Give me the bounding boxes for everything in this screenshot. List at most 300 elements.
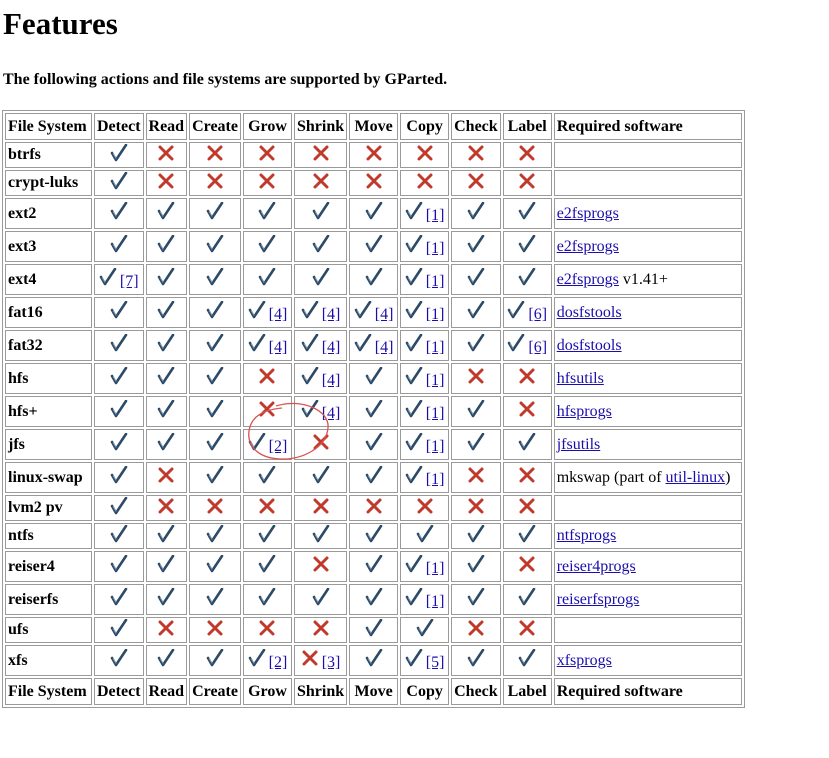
footnote-link[interactable]: [7]	[119, 273, 139, 290]
support-cell	[294, 645, 347, 676]
check-icon	[157, 301, 175, 319]
support-cell	[294, 170, 347, 196]
support-cell	[503, 551, 552, 582]
support-cell	[503, 617, 552, 643]
footnote-link[interactable]: [2]	[268, 438, 288, 455]
required-software	[554, 462, 742, 493]
support-cell	[451, 584, 501, 615]
support-cell	[189, 523, 241, 549]
check-icon	[365, 235, 383, 253]
check-icon	[467, 588, 485, 606]
support-cell	[503, 231, 552, 262]
check-icon	[301, 334, 319, 352]
check-icon	[258, 268, 276, 286]
support-cell	[400, 363, 449, 394]
footnote-link[interactable]: [4]	[374, 306, 394, 323]
footer-col-create: Create	[189, 678, 241, 705]
software-link[interactable]: jfsutils	[556, 435, 601, 453]
support-cell	[451, 198, 501, 229]
footnote-link[interactable]: [6]	[528, 339, 548, 356]
check-icon	[110, 525, 128, 543]
footnote-link[interactable]: [4]	[321, 372, 341, 389]
support-cell	[294, 396, 347, 427]
check-icon	[258, 202, 276, 220]
footnote-link[interactable]: [4]	[268, 339, 288, 356]
support-cell	[294, 264, 347, 295]
check-icon	[157, 268, 175, 286]
support-cell	[349, 462, 398, 493]
support-cell	[94, 231, 144, 262]
support-cell	[400, 396, 449, 427]
footnote-link[interactable]: [1]	[425, 560, 445, 577]
support-cell	[94, 551, 144, 582]
footnote-link[interactable]: [1]	[425, 593, 445, 610]
cross-icon	[258, 367, 276, 385]
support-cell	[451, 429, 501, 460]
support-cell	[146, 198, 188, 229]
support-cell	[349, 429, 398, 460]
software-link[interactable]: e2fsprogs	[556, 270, 619, 288]
check-icon	[467, 268, 485, 286]
intro-text: The following actions and file systems are supported by GParted.	[3, 71, 448, 88]
check-icon	[110, 649, 128, 667]
support-cell	[243, 170, 292, 196]
footnote-link[interactable]: [1]	[425, 306, 445, 323]
required-software	[554, 396, 742, 427]
check-icon	[258, 588, 276, 606]
check-icon	[467, 235, 485, 253]
filesystem-name: ext2	[5, 198, 92, 229]
table-row	[5, 198, 742, 229]
support-cell	[94, 495, 144, 521]
check-icon	[467, 525, 485, 543]
support-cell	[400, 495, 449, 521]
support-cell	[349, 645, 398, 676]
support-cell	[146, 142, 188, 168]
table-row	[5, 584, 742, 615]
check-icon	[110, 172, 128, 190]
software-link[interactable]: hfsprogs	[556, 402, 612, 420]
check-icon	[206, 525, 224, 543]
table-row	[5, 495, 742, 521]
support-cell	[189, 198, 241, 229]
required-software	[554, 170, 742, 196]
support-cell	[189, 231, 241, 262]
check-icon	[99, 268, 117, 286]
table-row	[5, 462, 742, 493]
cross-icon	[518, 400, 536, 418]
support-cell	[503, 462, 552, 493]
check-icon	[405, 649, 423, 667]
support-cell	[451, 462, 501, 493]
software-link[interactable]: dosfstools	[556, 336, 622, 354]
software-link[interactable]: hfsutils	[556, 369, 604, 387]
check-icon	[157, 649, 175, 667]
support-cell	[243, 645, 292, 676]
check-icon	[110, 202, 128, 220]
support-cell	[349, 584, 398, 615]
check-icon	[467, 400, 485, 418]
cross-icon	[258, 619, 276, 637]
footnote-link[interactable]: [1]	[425, 438, 445, 455]
check-icon	[405, 301, 423, 319]
support-cell	[349, 170, 398, 196]
check-icon	[157, 400, 175, 418]
footnote-link[interactable]: [1]	[425, 207, 445, 224]
header-col-grow: Grow	[243, 113, 292, 140]
check-icon	[405, 555, 423, 573]
software-link[interactable]: util-linux	[665, 468, 726, 486]
header-col-file-system: File System	[5, 113, 92, 140]
table-row	[5, 617, 742, 643]
support-cell	[94, 462, 144, 493]
support-cell	[243, 429, 292, 460]
filesystem-name: ext3	[5, 231, 92, 262]
cross-icon	[365, 144, 383, 162]
cross-icon	[301, 649, 319, 667]
cross-icon	[416, 172, 434, 190]
cross-icon	[157, 619, 175, 637]
footnote-link[interactable]: [4]	[321, 339, 341, 356]
filesystem-name: fat16	[5, 297, 92, 328]
support-cell	[294, 584, 347, 615]
support-cell	[243, 363, 292, 394]
support-cell	[146, 264, 188, 295]
filesystem-name: ntfs	[5, 523, 92, 549]
footnote-link[interactable]: [3]	[321, 654, 341, 671]
cross-icon	[157, 144, 175, 162]
check-icon	[365, 367, 383, 385]
support-cell	[94, 297, 144, 328]
support-cell	[503, 330, 552, 361]
support-cell	[451, 551, 501, 582]
support-cell	[94, 264, 144, 295]
support-cell	[400, 198, 449, 229]
check-icon	[518, 525, 536, 543]
support-cell	[451, 396, 501, 427]
support-cell	[349, 330, 398, 361]
required-software	[554, 363, 742, 394]
cross-icon	[365, 172, 383, 190]
check-icon	[110, 334, 128, 352]
check-icon	[157, 334, 175, 352]
support-cell	[400, 231, 449, 262]
support-cell	[146, 330, 188, 361]
cross-icon	[467, 619, 485, 637]
cross-icon	[467, 172, 485, 190]
check-icon	[157, 555, 175, 573]
support-cell	[349, 495, 398, 521]
cross-icon	[258, 400, 276, 418]
check-icon	[312, 235, 330, 253]
check-icon	[206, 588, 224, 606]
cross-icon	[157, 466, 175, 484]
footnote-link[interactable]: [1]	[425, 273, 445, 290]
header-col-detect: Detect	[94, 113, 144, 140]
cross-icon	[157, 172, 175, 190]
support-cell	[400, 297, 449, 328]
check-icon	[507, 334, 525, 352]
filesystem-name: reiserfs	[5, 584, 92, 615]
cross-icon	[467, 497, 485, 515]
required-software	[554, 429, 742, 460]
support-cell	[451, 645, 501, 676]
check-icon	[405, 202, 423, 220]
support-cell	[243, 617, 292, 643]
required-software	[554, 584, 742, 615]
cross-icon	[157, 497, 175, 515]
software-link[interactable]: e2fsprogs	[556, 237, 619, 255]
check-icon	[248, 301, 266, 319]
table-row	[5, 396, 742, 427]
support-cell	[503, 495, 552, 521]
support-cell	[243, 523, 292, 549]
check-icon	[248, 433, 266, 451]
support-cell	[451, 363, 501, 394]
support-cell	[146, 396, 188, 427]
footer-col-copy: Copy	[400, 678, 449, 705]
required-software	[554, 330, 742, 361]
support-cell	[94, 523, 144, 549]
footer-col-detect: Detect	[94, 678, 144, 705]
support-cell	[294, 142, 347, 168]
support-cell	[451, 297, 501, 328]
check-icon	[518, 433, 536, 451]
check-icon	[365, 649, 383, 667]
required-software	[554, 264, 742, 295]
table-row	[5, 551, 742, 582]
check-icon	[365, 202, 383, 220]
filesystem-name: jfs	[5, 429, 92, 460]
support-cell	[189, 495, 241, 521]
support-cell	[146, 429, 188, 460]
check-icon	[157, 588, 175, 606]
support-cell	[400, 170, 449, 196]
support-cell	[503, 142, 552, 168]
footnote-link[interactable]: [1]	[425, 240, 445, 257]
filesystem-name: hfs+	[5, 396, 92, 427]
software-link[interactable]: ntfsprogs	[556, 527, 617, 544]
check-icon	[365, 466, 383, 484]
support-cell	[503, 264, 552, 295]
footnote-link[interactable]: [4]	[374, 339, 394, 356]
check-icon	[365, 268, 383, 286]
software-link[interactable]: dosfstools	[556, 303, 622, 321]
support-cell	[294, 429, 347, 460]
support-cell	[503, 170, 552, 196]
header-col-required-software: Required software	[554, 113, 742, 140]
required-software	[554, 198, 742, 229]
support-cell	[243, 551, 292, 582]
required-software	[554, 495, 742, 521]
support-cell	[243, 396, 292, 427]
cross-icon	[416, 497, 434, 515]
header-col-read: Read	[146, 113, 188, 140]
software-link[interactable]: e2fsprogs	[556, 204, 619, 222]
support-cell	[294, 330, 347, 361]
cross-icon	[206, 144, 224, 162]
footnote-link[interactable]: [6]	[528, 306, 548, 323]
check-icon	[467, 649, 485, 667]
cross-icon	[258, 144, 276, 162]
support-cell	[146, 551, 188, 582]
support-cell	[189, 584, 241, 615]
cross-icon	[518, 466, 536, 484]
support-cell	[189, 462, 241, 493]
check-icon	[110, 301, 128, 319]
support-cell	[94, 170, 144, 196]
header-col-shrink: Shrink	[294, 113, 347, 140]
cross-icon	[365, 497, 383, 515]
support-cell	[294, 523, 347, 549]
support-cell	[349, 142, 398, 168]
check-icon	[518, 235, 536, 253]
support-cell	[146, 645, 188, 676]
support-cell	[94, 396, 144, 427]
support-cell	[400, 617, 449, 643]
table-row	[5, 231, 742, 262]
check-icon	[507, 301, 525, 319]
check-icon	[206, 235, 224, 253]
features-table	[2, 110, 745, 708]
support-cell	[400, 264, 449, 295]
support-cell	[503, 584, 552, 615]
header-col-label: Label	[503, 113, 552, 140]
cross-icon	[518, 555, 536, 573]
cross-icon	[312, 172, 330, 190]
footnote-link[interactable]: [1]	[425, 339, 445, 356]
check-icon	[405, 334, 423, 352]
support-cell	[400, 330, 449, 361]
check-icon	[312, 588, 330, 606]
support-cell	[503, 523, 552, 549]
support-cell	[243, 142, 292, 168]
footer-col-label: Label	[503, 678, 552, 705]
footer-col-read: Read	[146, 678, 188, 705]
footer-row	[5, 678, 742, 705]
check-icon	[405, 588, 423, 606]
check-icon	[110, 497, 128, 515]
footnote-link[interactable]: [4]	[321, 306, 341, 323]
check-icon	[110, 619, 128, 637]
support-cell	[146, 170, 188, 196]
check-icon	[301, 301, 319, 319]
support-cell	[94, 645, 144, 676]
check-icon	[301, 367, 319, 385]
software-link[interactable]: reiser4progs	[556, 557, 636, 575]
filesystem-name: fat32	[5, 330, 92, 361]
support-cell	[294, 617, 347, 643]
required-software	[554, 645, 742, 676]
cross-icon	[206, 172, 224, 190]
footnote-link[interactable]: [1]	[425, 471, 445, 488]
support-cell	[400, 462, 449, 493]
support-cell	[189, 551, 241, 582]
cross-icon	[312, 619, 330, 637]
required-software	[554, 142, 742, 168]
table-row	[5, 523, 742, 549]
check-icon	[110, 235, 128, 253]
footnote-link[interactable]: [2]	[268, 654, 288, 671]
support-cell	[349, 523, 398, 549]
footnote-link[interactable]: [1]	[425, 372, 445, 389]
cross-icon	[518, 367, 536, 385]
filesystem-name: linux-swap	[5, 462, 92, 493]
filesystem-name: reiser4	[5, 551, 92, 582]
check-icon	[206, 334, 224, 352]
check-icon	[405, 235, 423, 253]
filesystem-name: crypt-luks	[5, 170, 92, 196]
table-row	[5, 142, 742, 168]
software-text: )	[725, 468, 731, 486]
check-icon	[365, 619, 383, 637]
support-cell	[189, 297, 241, 328]
check-icon	[110, 144, 128, 162]
header-row	[5, 113, 742, 140]
table-row	[5, 363, 742, 394]
footer-col-shrink: Shrink	[294, 678, 347, 705]
check-icon	[110, 367, 128, 385]
support-cell	[294, 231, 347, 262]
check-icon	[110, 400, 128, 418]
support-cell	[349, 264, 398, 295]
support-cell	[243, 231, 292, 262]
software-text: mkswap (part of	[556, 468, 666, 486]
support-cell	[400, 523, 449, 549]
footnote-link[interactable]: [5]	[425, 654, 445, 671]
check-icon	[518, 588, 536, 606]
required-software	[554, 551, 742, 582]
filesystem-name: xfs	[5, 645, 92, 676]
table-row	[5, 429, 742, 460]
check-icon	[518, 202, 536, 220]
required-software	[554, 523, 742, 549]
table-row	[5, 330, 742, 361]
footnote-link[interactable]: [4]	[268, 306, 288, 323]
support-cell	[294, 495, 347, 521]
filesystem-name: ext4	[5, 264, 92, 295]
support-cell	[294, 198, 347, 229]
check-icon	[248, 649, 266, 667]
check-icon	[365, 588, 383, 606]
header-col-copy: Copy	[400, 113, 449, 140]
support-cell	[451, 523, 501, 549]
footer-col-check: Check	[451, 678, 501, 705]
cross-icon	[467, 466, 485, 484]
check-icon	[258, 555, 276, 573]
check-icon	[206, 433, 224, 451]
support-cell	[400, 142, 449, 168]
software-link[interactable]: xfsprogs	[556, 651, 612, 669]
software-link[interactable]: reiserfsprogs	[556, 590, 640, 608]
support-cell	[294, 297, 347, 328]
footnote-link[interactable]: [1]	[425, 405, 445, 422]
check-icon	[157, 367, 175, 385]
check-icon	[467, 202, 485, 220]
check-icon	[206, 202, 224, 220]
cross-icon	[518, 144, 536, 162]
check-icon	[312, 466, 330, 484]
support-cell	[451, 264, 501, 295]
cross-icon	[312, 555, 330, 573]
check-icon	[110, 588, 128, 606]
cross-icon	[518, 497, 536, 515]
check-icon	[110, 466, 128, 484]
filesystem-name: lvm2 pv	[5, 495, 92, 521]
footnote-link[interactable]: [4]	[321, 405, 341, 422]
check-icon	[258, 466, 276, 484]
check-icon	[518, 649, 536, 667]
